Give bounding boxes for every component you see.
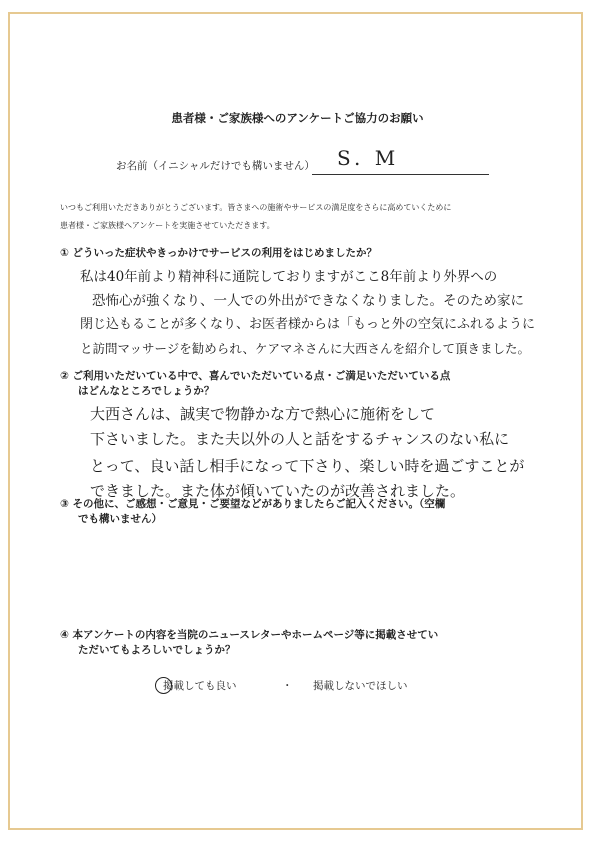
answer-2-line: できました。また体が傾いていたのが改善されました。	[90, 482, 466, 500]
page-title: 患者様・ご家族様へのアンケートご協力のお願い	[171, 111, 424, 125]
option-separator: ・	[282, 680, 293, 692]
question-2	[60, 369, 450, 399]
question-3-text-cont: でも構いません）	[78, 513, 162, 525]
answer-2-line: とって、良い話し相手になって下さり、楽しい時を過ごすことが	[90, 457, 525, 475]
intro-line: 患者様・ご家族様へアンケートを実施させていただきます。	[60, 221, 275, 230]
name-label: お名前（イニシャルだけでも構いません）	[116, 160, 315, 172]
question-3-text: ③ その他に、ご感想・ご意見・ご要望などがありましたらご記入ください。（空欄	[60, 498, 446, 510]
intro-text	[60, 199, 451, 235]
name-handwritten-value: S. M	[337, 146, 400, 170]
question-2-text-cont: はどんなところでしょうか？	[78, 385, 215, 397]
answer-1-line: 私は40年前より精神科に通院しておりますがここ8年前より外界への	[80, 269, 498, 285]
option-publish-ok[interactable]: 掲載しても良い	[163, 680, 237, 692]
answer-2-line: 大西さんは、誠実で物静かな方で熱心に施術をして	[90, 405, 436, 423]
answer-1-line: 恐怖心が強くなり、一人での外出ができなくなりました。そのため家に	[92, 293, 524, 309]
question-1	[60, 246, 377, 261]
answer-1-line: 閉じ込もることが多くなり、お医者様からは「もっと外の空気にふれるように	[80, 317, 536, 332]
answer-1-line: と訪問マッサージを勧められ、ケアマネさんに大西さんを紹介して頂きました。	[80, 341, 531, 356]
question-4	[60, 628, 438, 658]
question-3	[60, 497, 445, 527]
question-4-text: ④ 本アンケートの内容を当院のニュースレターやホームページ等に掲載させてい	[60, 629, 439, 641]
question-2-text: ② ご利用いただいている中で、喜んでいただいている点・ご満足いただいている点	[60, 370, 451, 382]
name-underline	[312, 174, 489, 175]
option-publish-no[interactable]: 掲載しないでほしい	[313, 680, 408, 692]
question-1-text: ① どういった症状やきっかけでサービスの利用をはじめましたか？	[60, 247, 378, 259]
answer-2-line: 下さいました。また夫以外の人と話をするチャンスのない私に	[90, 430, 510, 448]
question-4-text-cont: ただいてもよろしいでしょうか？	[78, 644, 236, 656]
intro-line: いつもご利用いただきありがとうございます。皆さまへの施術やサービスの満足度をさらに高めていくために	[60, 203, 452, 212]
